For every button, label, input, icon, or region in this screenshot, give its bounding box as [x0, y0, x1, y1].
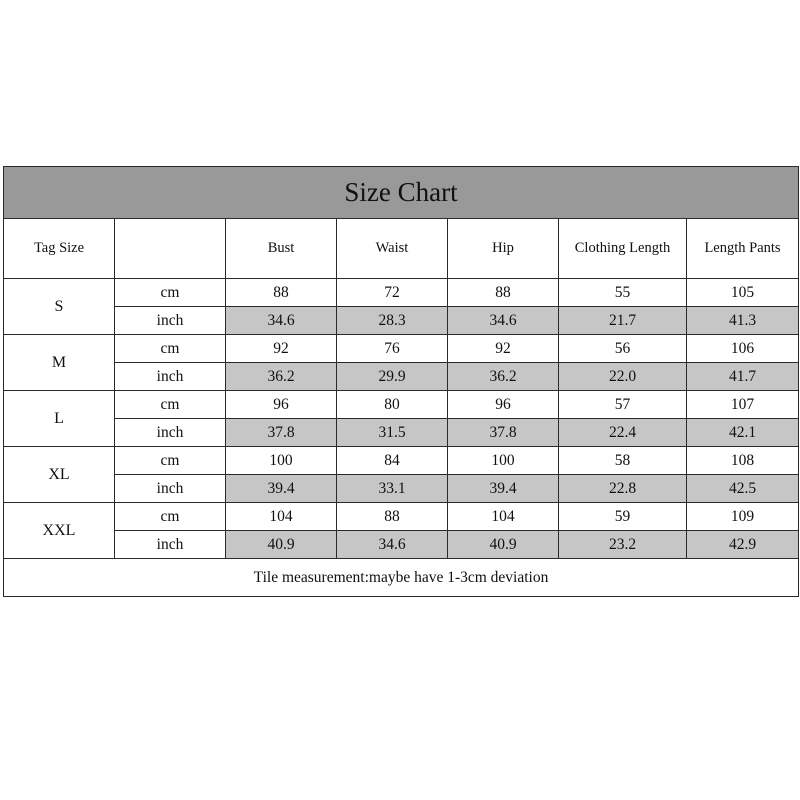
- length-pants-inch: 42.5: [687, 475, 799, 503]
- unit-label: inch: [115, 419, 226, 447]
- clothing-length-inch: 22.8: [559, 475, 687, 503]
- size-label: XXL: [4, 503, 115, 559]
- clothing-length-cm: 55: [559, 279, 687, 307]
- table-row: [4, 279, 799, 307]
- length-pants-cm: 107: [687, 391, 799, 419]
- table-row: [4, 531, 799, 559]
- size-label: M: [4, 335, 115, 391]
- bust-inch: 40.9: [226, 531, 337, 559]
- length-pants-inch: 42.9: [687, 531, 799, 559]
- header-waist: Waist: [337, 219, 448, 279]
- table-row: [4, 503, 799, 531]
- waist-cm: 88: [337, 503, 448, 531]
- bust-inch: 37.8: [226, 419, 337, 447]
- unit-label: inch: [115, 307, 226, 335]
- waist-cm: 76: [337, 335, 448, 363]
- unit-label: inch: [115, 475, 226, 503]
- length-pants-inch: 41.3: [687, 307, 799, 335]
- waist-inch: 28.3: [337, 307, 448, 335]
- hip-cm: 88: [448, 279, 559, 307]
- bust-inch: 34.6: [226, 307, 337, 335]
- waist-inch: 31.5: [337, 419, 448, 447]
- length-pants-inch: 42.1: [687, 419, 799, 447]
- header-clothing-length: Clothing Length: [559, 219, 687, 279]
- unit-label: cm: [115, 279, 226, 307]
- table-row: [4, 447, 799, 475]
- table-row: [4, 419, 799, 447]
- clothing-length-inch: 21.7: [559, 307, 687, 335]
- size-label: S: [4, 279, 115, 335]
- unit-label: inch: [115, 531, 226, 559]
- header-bust: Bust: [226, 219, 337, 279]
- bust-cm: 92: [226, 335, 337, 363]
- table-row: [4, 335, 799, 363]
- length-pants-cm: 106: [687, 335, 799, 363]
- waist-inch: 34.6: [337, 531, 448, 559]
- waist-cm: 80: [337, 391, 448, 419]
- clothing-length-cm: 56: [559, 335, 687, 363]
- clothing-length-inch: 22.4: [559, 419, 687, 447]
- bust-inch: 39.4: [226, 475, 337, 503]
- header-row: [4, 219, 799, 279]
- table-row: [4, 391, 799, 419]
- waist-cm: 84: [337, 447, 448, 475]
- bust-cm: 88: [226, 279, 337, 307]
- unit-label: inch: [115, 363, 226, 391]
- unit-label: cm: [115, 391, 226, 419]
- size-label: L: [4, 391, 115, 447]
- header-length-pants: Length Pants: [687, 219, 799, 279]
- clothing-length-inch: 23.2: [559, 531, 687, 559]
- table-row: [4, 307, 799, 335]
- hip-inch: 36.2: [448, 363, 559, 391]
- size-label: XL: [4, 447, 115, 503]
- bust-cm: 100: [226, 447, 337, 475]
- hip-cm: 96: [448, 391, 559, 419]
- hip-cm: 92: [448, 335, 559, 363]
- bust-cm: 96: [226, 391, 337, 419]
- clothing-length-cm: 58: [559, 447, 687, 475]
- hip-cm: 100: [448, 447, 559, 475]
- table-row: [4, 475, 799, 503]
- clothing-length-inch: 22.0: [559, 363, 687, 391]
- table-row: [4, 363, 799, 391]
- unit-label: cm: [115, 503, 226, 531]
- length-pants-cm: 108: [687, 447, 799, 475]
- header-hip: Hip: [448, 219, 559, 279]
- clothing-length-cm: 59: [559, 503, 687, 531]
- length-pants-cm: 105: [687, 279, 799, 307]
- hip-inch: 40.9: [448, 531, 559, 559]
- size-chart-table: [3, 166, 799, 597]
- unit-label: cm: [115, 335, 226, 363]
- bust-inch: 36.2: [226, 363, 337, 391]
- header-unit: [115, 219, 226, 279]
- length-pants-inch: 41.7: [687, 363, 799, 391]
- chart-title: Size Chart: [4, 167, 799, 219]
- footer-note: Tile measurement:maybe have 1-3cm deviation: [4, 559, 799, 597]
- waist-cm: 72: [337, 279, 448, 307]
- hip-inch: 34.6: [448, 307, 559, 335]
- hip-inch: 37.8: [448, 419, 559, 447]
- length-pants-cm: 109: [687, 503, 799, 531]
- bust-cm: 104: [226, 503, 337, 531]
- clothing-length-cm: 57: [559, 391, 687, 419]
- waist-inch: 29.9: [337, 363, 448, 391]
- hip-cm: 104: [448, 503, 559, 531]
- hip-inch: 39.4: [448, 475, 559, 503]
- header-tag-size: Tag Size: [4, 219, 115, 279]
- unit-label: cm: [115, 447, 226, 475]
- waist-inch: 33.1: [337, 475, 448, 503]
